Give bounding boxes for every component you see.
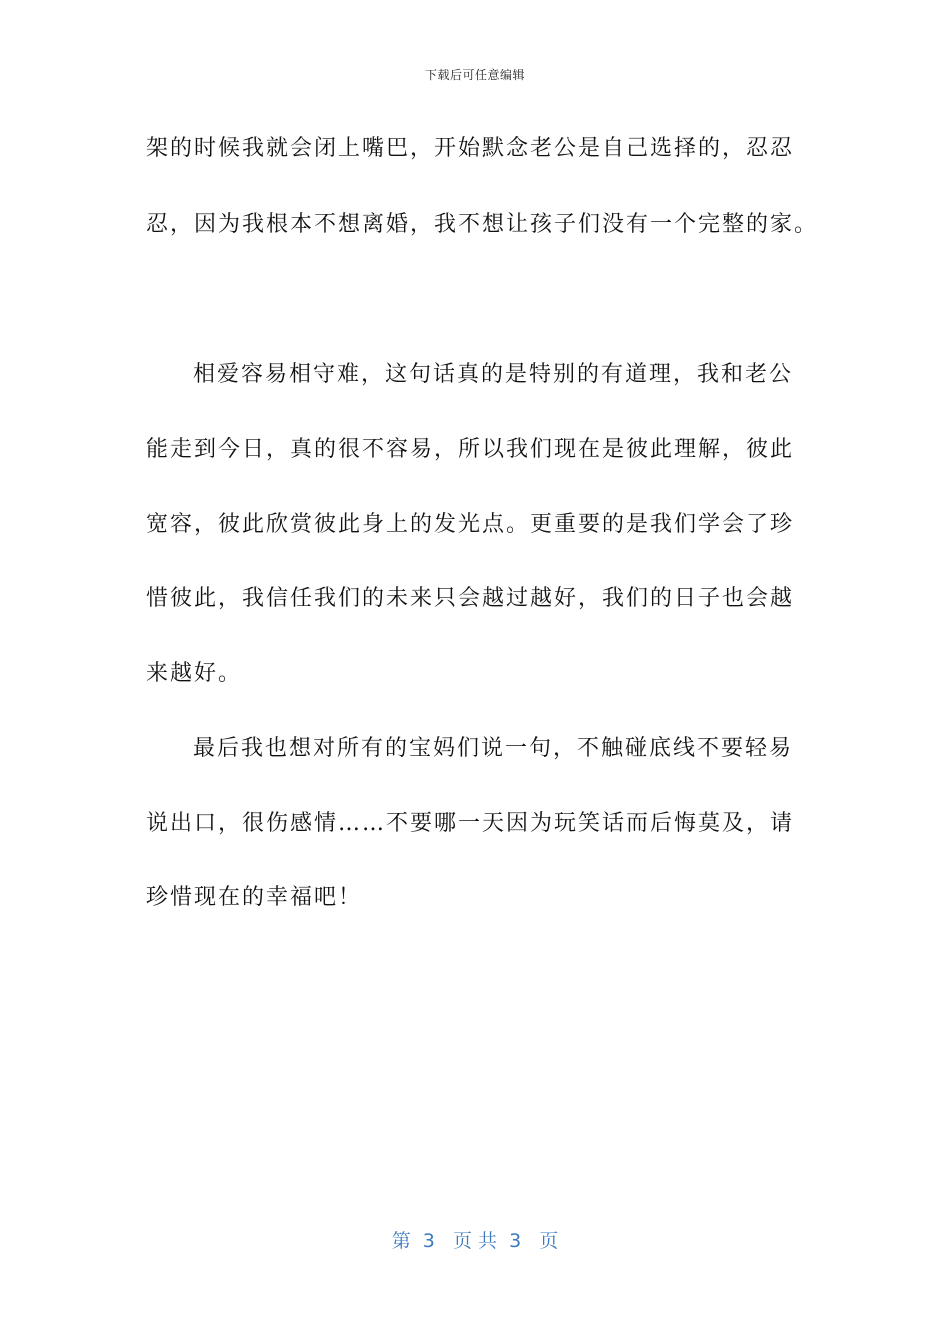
paragraph-line: 宽容，彼此欣赏彼此身上的发光点。更重要的是我们学会了珍 bbox=[146, 512, 795, 537]
header-note: 下载后可任意编辑 bbox=[424, 68, 525, 82]
paragraph-line: 惜彼此，我信任我们的未来只会越过越好，我们的日子也会越 bbox=[146, 586, 795, 611]
paragraph-line: 能走到今日，真的很不容易，所以我们现在是彼此理解，彼此 bbox=[146, 437, 795, 462]
paragraph-line: 架的时候我就会闭上嘴巴，开始默念老公是自己选择的，忍忍 bbox=[146, 136, 795, 161]
paragraph-line: 忍，因为我根本不想离婚，我不想让孩子们没有一个完整的家。 bbox=[146, 212, 819, 237]
paragraph-line: 说出口，很伤感情……不要哪一天因为玩笑话而后悔莫及，请 bbox=[146, 811, 795, 836]
paragraph-line: 来越好。 bbox=[146, 661, 243, 686]
paragraph-line: 最后我也想对所有的宝妈们说一句，不触碰底线不要轻易 bbox=[193, 736, 794, 761]
paragraph-line: 珍惜现在的幸福吧！ bbox=[146, 885, 363, 910]
page-number-footer: 第 3 页 共 3 页 bbox=[391, 1230, 559, 1252]
paragraph-line: 相爱容易相守难，这句话真的是特别的有道理，我和老公 bbox=[193, 362, 794, 387]
